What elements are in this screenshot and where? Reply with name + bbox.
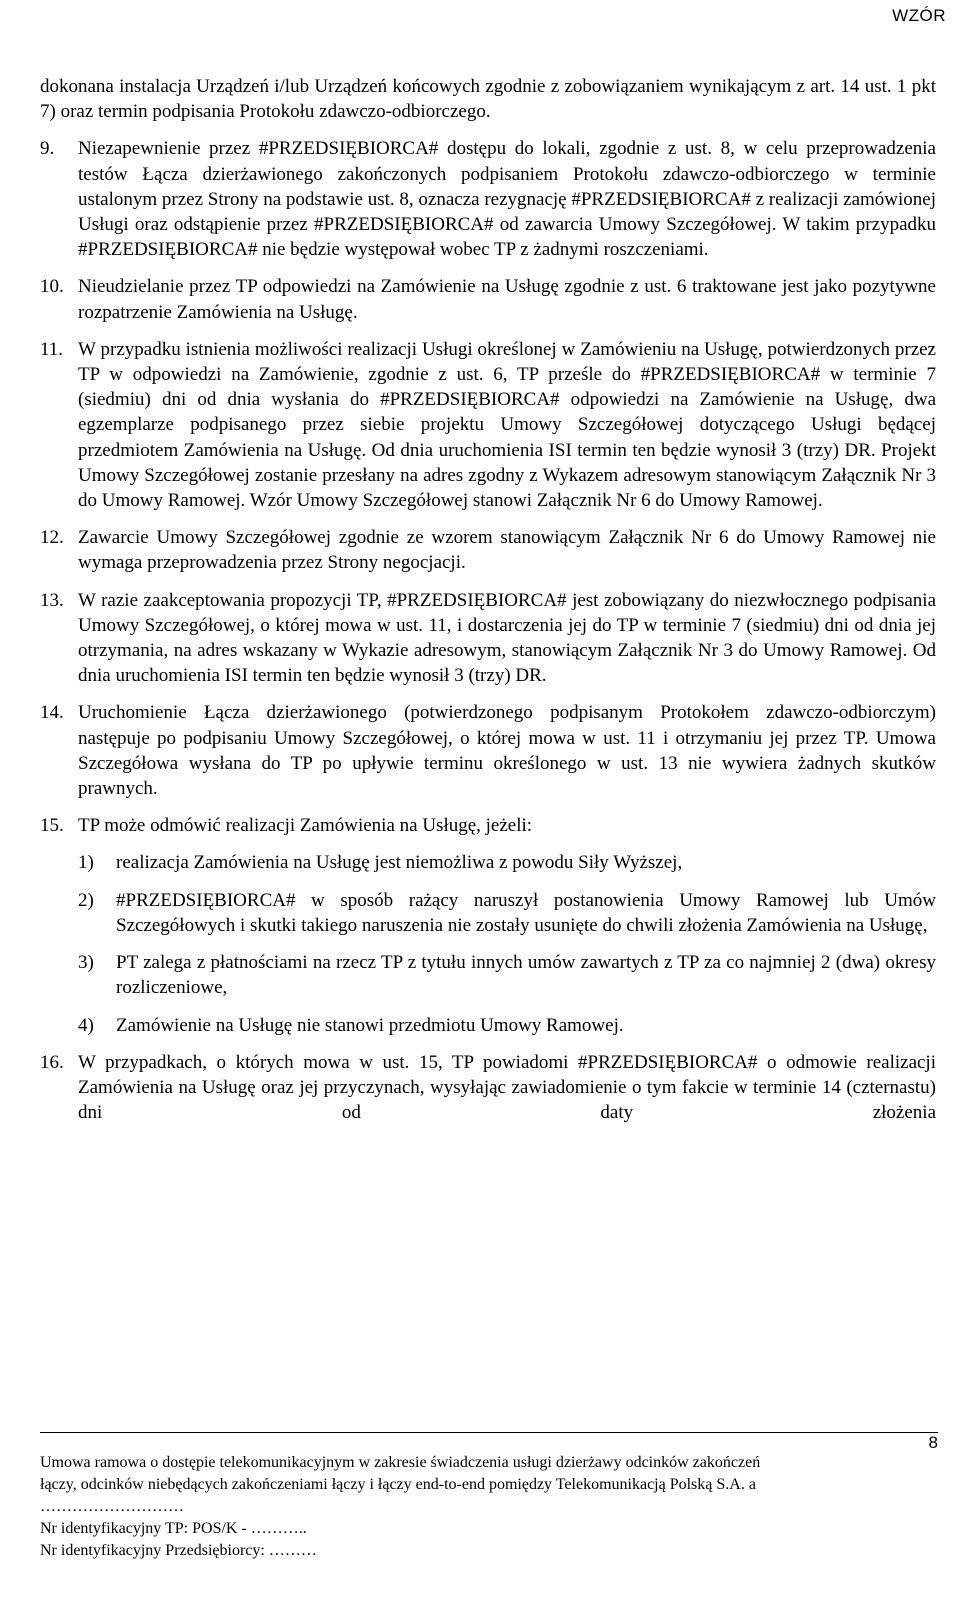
sub-item-1 <box>78 850 936 875</box>
sub-item-4 <box>78 1013 936 1038</box>
footer-line-4: Nr identyfikacyjny TP: POS/K - ……….. <box>40 1520 307 1537</box>
list-item-16 <box>40 1050 936 1126</box>
item-text: Nieudzielanie przez TP odpowiedzi na Zamówienie na Usługę zgodnie z ust. 6 traktowane jest jako pozytywne rozpatrzenie Zamówienia na Usługę. <box>78 276 936 323</box>
sub-item-number: 3) <box>78 952 94 974</box>
footer-line-3: ……………………… <box>40 1498 184 1515</box>
sub-item-number: 1) <box>78 852 94 874</box>
item-text: W razie zaakceptowania propozycji TP, #PRZEDSIĘBIORCA# jest zobowiązany do niezwłocznego podpisania Umowy Szczegółowej, o której mowa w ust. 11, i dostarczenia jej do TP w terminie 7 (siedmiu) dni od dnia jej otrzymania, na adres wskazany w Wykazie adresowym, stanowiącym Załącznik Nr 3 do Umowy Ramowej. Od dnia uruchomienia ISI termin ten będzie wynosił 3 (trzy) DR. <box>78 589 936 687</box>
page-footer <box>40 1452 938 1562</box>
footer-line-2: łączy, odcinków niebędących zakończeniami łączy i łączy end-to-end pomiędzy Telekomunikacją Polską S.A. a <box>40 1476 756 1493</box>
item-text: Niezapewnienie przez #PRZEDSIĘBIORCA# dostępu do lokali, zgodnie z ust. 8, w celu przeprowadzenia testów Łącza dzierżawionego zakończonych podpisaniem Protokołu zdawczo-odbiorczego w terminie ustalonym przez Strony na podstawie ust. 8, oznacza rezygnację #PRZEDSIĘBIORCA# z realizacji zamówionej Usługi oraz odstąpienie przez #PRZEDSIĘBIORCA# od zawarcia Umowy Szczegółowej. W takim przypadku #PRZEDSIĘBIORCA# nie będzie występował wobec TP z żadnymi roszczeniami. <box>78 138 936 261</box>
item-number: 10. <box>40 276 64 298</box>
footer-line-5: Nr identyfikacyjny Przedsiębiorcy: ……… <box>40 1542 317 1559</box>
sub-item-2 <box>78 888 936 938</box>
list-item-12 <box>40 525 936 575</box>
sub-item-number: 2) <box>78 889 94 911</box>
sub-item-text: PT zalega z płatnościami na rzecz TP z tytułu innych umów zawartych z TP za co najmniej 2 (dwa) okresy rozliczeniowe, <box>116 952 936 999</box>
item-text: W przypadku istnienia możliwości realizacji Usługi określonej w Zamówieniu na Usługę, potwierdzonych przez TP w odpowiedzi na Zamówienie, zgodnie z ust. 6, TP prześle do #PRZEDSIĘBIORCA# w terminie 7 (siedmiu) dni od dnia wysłania do #PRZEDSIĘBIORCA# odpowiedzi na Zamówienie na Usługę, dwa egzemplarze podpisanego przez siebie projektu Umowy Szczegółowej dotyczącego Usługi będącej przedmiotem Zamówienia na Usługę. Od dnia uruchomienia ISI termin ten będzie wynosił 3 (trzy) DR. Projekt Umowy Szczegółowej zostanie przesłany na adres zgodny z Wykazem adresowym stanowiącym Załącznik Nr 3 do Umowy Ramowej. Wzór Umowy Szczegółowej stanowi Załącznik Nr 6 do Umowy Ramowej. <box>78 338 936 512</box>
list-item-15 <box>40 813 936 1049</box>
item-number: 12. <box>40 527 64 549</box>
item-text: Zawarcie Umowy Szczegółowej zgodnie ze wzorem stanowiącym Załącznik Nr 6 do Umowy Ramowej nie wymaga przeprowadzenia przez Strony negocjacji. <box>78 527 936 574</box>
sub-item-number: 4) <box>78 1014 94 1036</box>
list-item-13 <box>40 588 936 689</box>
document-body <box>40 74 936 1137</box>
item-number: 9. <box>40 138 55 160</box>
item-number: 16. <box>40 1051 64 1073</box>
item-text <box>78 813 936 1049</box>
list-item-10 <box>40 274 936 324</box>
item-number: 14. <box>40 702 64 724</box>
item-text: W przypadkach, o których mowa w ust. 15, TP powiadomi #PRZEDSIĘBIORCA# o odmowie realizacji Zamówienia na Usługę oraz jej przyczynach, wysyłając zawiadomienie o tym fakcie w terminie 14 (czternastu) dni od daty złożenia <box>78 1051 936 1124</box>
item-text: Uruchomienie Łącza dzierżawionego (potwierdzonego podpisanym Protokołem zdawczo-odbiorczym) następuje po podpisaniu Umowy Szczegółowej, o której mowa w ust. 11 i otrzymaniu jej przez TP. Umowa Szczegółowa wysłana do TP po upływie terminu określonego w ust. 13 nie wywiera żadnych skutków prawnych. <box>78 702 936 800</box>
list-item-11 <box>40 337 936 513</box>
sub-item-text: realizacja Zamówienia na Usługę jest niemożliwa z powodu Siły Wyższej, <box>116 852 683 874</box>
list-item-9 <box>40 136 936 262</box>
sub-item-text: #PRZEDSIĘBIORCA# w sposób rażący naruszył postanowienia Umowy Ramowej lub Umów Szczegółowych i skutki takiego naruszenia nie zostały usunięte do chwili złożenia Zamówienia na Usługę, <box>116 889 936 936</box>
footer-divider <box>40 1432 938 1433</box>
document-header-label: WZÓR <box>892 6 946 25</box>
page-number: 8 <box>928 1433 938 1452</box>
item-number: 15. <box>40 815 64 837</box>
item-number: 13. <box>40 589 64 611</box>
sub-item-3 <box>78 950 936 1000</box>
intro-paragraph: dokonana instalacja Urządzeń i/lub Urządzeń końcowych zgodnie z zobowiązaniem wynikającym z art. 14 ust. 1 pkt 7) oraz termin podpisania Protokołu zdawczo-odbiorczego. <box>40 76 936 123</box>
item-number: 11. <box>40 338 64 360</box>
list-item-14 <box>40 700 936 801</box>
item-lead-text: TP może odmówić realizacji Zamówienia na Usługę, jeżeli: <box>78 815 533 837</box>
footer-line-1: Umowa ramowa o dostępie telekomunikacyjnym w zakresie świadczenia usługi dzierżawy odcinków zakończeń <box>40 1454 761 1471</box>
sub-item-text: Zamówienie na Usługę nie stanowi przedmiotu Umowy Ramowej. <box>116 1014 624 1036</box>
